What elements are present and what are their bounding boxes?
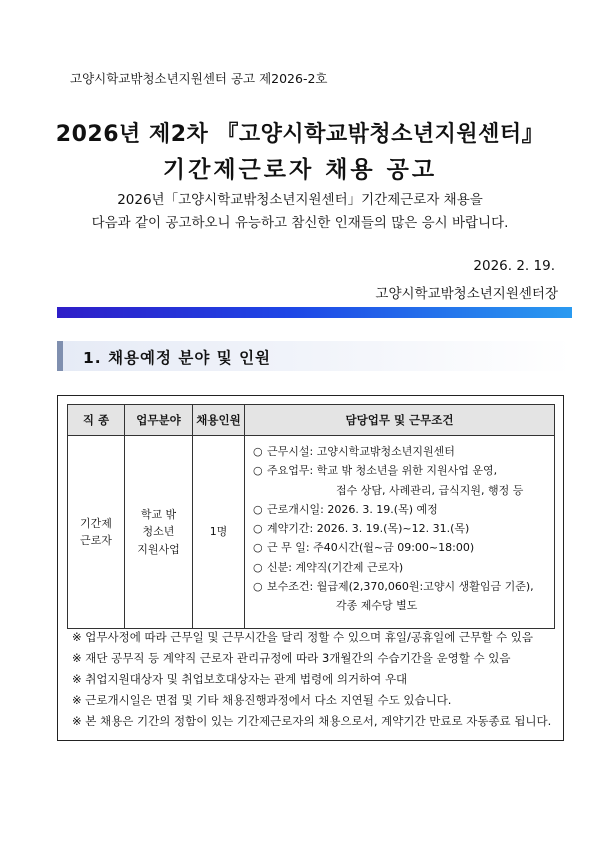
job-type-line: 근로자: [80, 534, 112, 547]
table-row: [68, 436, 555, 629]
recruitment-box: [57, 395, 564, 741]
signer: 고양시학교밖청소년지원센터장: [375, 286, 558, 302]
header-field: 업무분야: [125, 405, 193, 436]
bullet-icon: ○: [253, 445, 263, 458]
notice-date: 2026. 2. 19.: [473, 258, 555, 274]
bullet-icon: ○: [253, 522, 263, 535]
duty-item: ○ 신분: 계약직(기간제 근로자): [253, 558, 550, 577]
header-headcount: 채용인원: [193, 405, 245, 436]
bullet-icon: ○: [253, 560, 263, 574]
notice-number: 고양시학교밖청소년지원센터 공고 제2026-2호: [70, 71, 328, 86]
field-line: 청소년: [142, 525, 175, 539]
duty-item: ○ 보수조건: 월급제(2,370,060원:고양시 생활임금 기준),: [253, 577, 550, 596]
section-header: [57, 341, 572, 371]
job-type-line: 기간제: [80, 516, 112, 530]
note-item: ※ 업무사정에 따라 근무일 및 근무시간을 달리 정할 수 있으며 휴일/공휴일에 근무할 수 있음: [72, 630, 533, 644]
duty-continuation: 접수 상담, 사례관리, 급식지원, 행정 등: [336, 483, 524, 497]
note-item: ※ 본 채용은 기간의 정함이 있는 기간제근로자의 채용으로서, 계약기간 만료로 자동종료 됩니다.: [72, 714, 552, 728]
recruitment-table: [67, 404, 555, 629]
field-line: 학교 밖: [140, 508, 177, 522]
duty-item: ○ 근로개시일: 2026. 3. 19.(목) 예정: [253, 500, 550, 519]
cell-job-type: [68, 436, 125, 629]
field-line: 지원사업: [137, 542, 180, 556]
cell-field: [125, 436, 193, 629]
header-job-type: 직 종: [68, 405, 125, 436]
page-title: 2026년 제2차 『고양시학교밖청소년지원센터』: [55, 122, 545, 147]
note-item: ※ 재단 공무직 등 계약직 근로자 관리규정에 따라 3개월간의 수습기간을 운영할 수 있음: [72, 651, 511, 665]
bullet-icon: ○: [253, 579, 263, 593]
table-header-row: [68, 405, 555, 436]
duty-continuation: 각종 제수당 별도: [336, 599, 418, 612]
duty-item: ○ 계약기간: 2026. 3. 19.(목)~12. 31.(목): [253, 519, 550, 538]
duty-item: ○ 근 무 일: 주40시간(월~금 09:00~18:00): [253, 538, 550, 557]
intro-line-1: 2026년「고양시학교밖청소년지원센터」기간제근로자 채용을: [117, 192, 483, 208]
bullet-icon: ○: [253, 464, 263, 478]
cell-headcount: 1명: [193, 436, 245, 629]
note-item: ※ 취업지원대상자 및 취업보호대상자는 관계 법령에 의거하여 우대: [72, 672, 408, 686]
duty-item: ○ 근무시설: 고양시학교밖청소년지원센터: [253, 442, 550, 461]
notes-list: [72, 627, 551, 732]
bullet-icon: ○: [253, 502, 263, 516]
section-title: 1. 채용예정 분야 및 인원: [83, 349, 272, 367]
note-item: ※ 근로개시일은 면접 및 기타 채용진행과정에서 다소 지연될 수도 있습니다.: [72, 693, 452, 707]
blue-divider-bar: [57, 307, 572, 318]
page-subtitle: 기간제근로자 채용 공고: [162, 157, 438, 183]
intro-line-2: 다음과 같이 공고하오니 유능하고 참신한 인재들의 많은 응시 바랍니다.: [91, 215, 509, 231]
header-duties: 담당업무 및 근무조건: [245, 405, 555, 436]
duty-item: ○ 주요업무: 학교 밖 청소년을 위한 지원사업 운영,: [253, 461, 550, 480]
bullet-icon: ○: [253, 541, 263, 555]
cell-duties: [245, 436, 555, 629]
